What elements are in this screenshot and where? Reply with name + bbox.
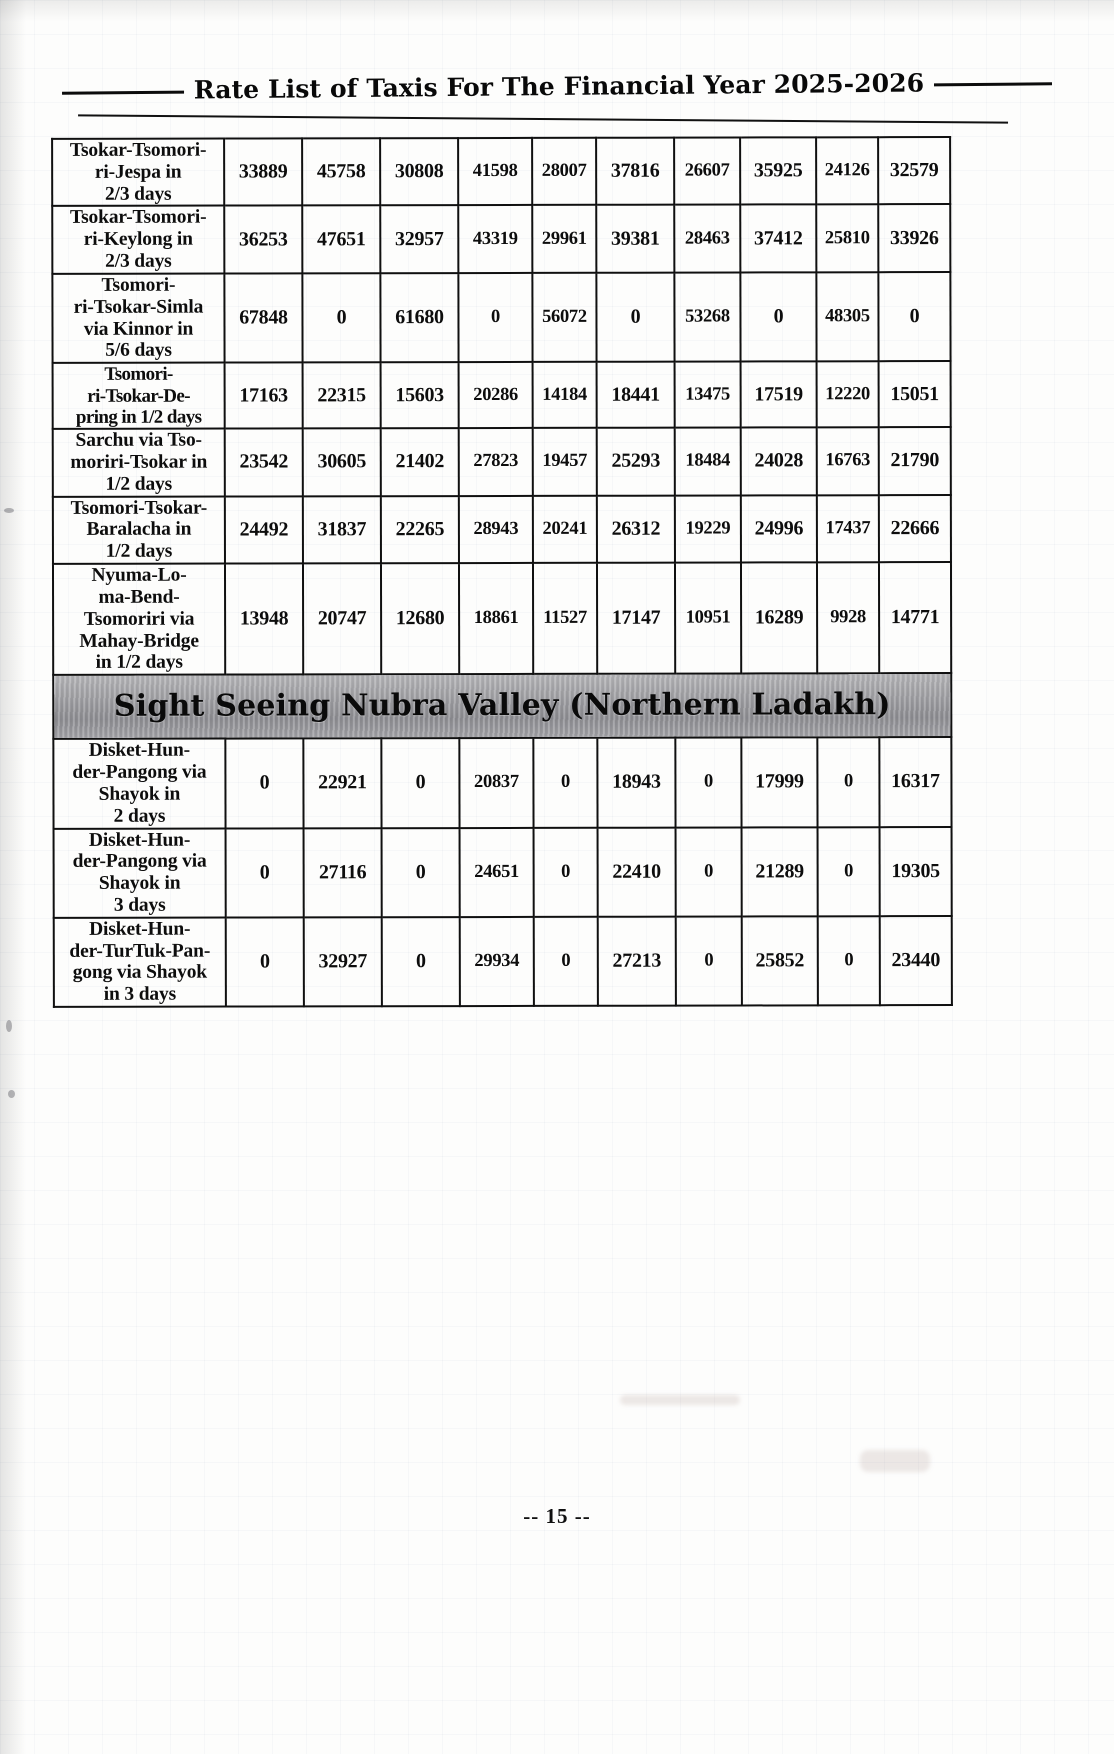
rate-cell: 37816 bbox=[596, 138, 674, 206]
rate-cell: 56072 bbox=[532, 273, 596, 362]
rate-cell: 33926 bbox=[878, 205, 950, 273]
rate-cell: 16317 bbox=[879, 737, 951, 826]
route-line: Disket-Hun- bbox=[89, 918, 191, 940]
table-row bbox=[52, 272, 950, 363]
rate-cell: 24126 bbox=[816, 137, 878, 205]
route-line: Disket-Hun- bbox=[88, 829, 191, 851]
rate-cell: 25293 bbox=[597, 428, 675, 496]
rate-cell: 20241 bbox=[533, 495, 597, 563]
rate-cell: 47651 bbox=[302, 206, 380, 274]
route-line: 1/2 days bbox=[105, 473, 173, 495]
route-line: der-Pangong via bbox=[72, 850, 207, 873]
rate-cell: 10951 bbox=[675, 563, 741, 674]
rate-cell: 0 bbox=[226, 917, 304, 1006]
rate-cell: 43319 bbox=[458, 205, 532, 273]
section-banner-row bbox=[53, 673, 951, 739]
rate-cell: 0 bbox=[676, 827, 742, 916]
rate-cell: 32957 bbox=[380, 206, 458, 274]
route-line: 2/3 days bbox=[105, 250, 172, 272]
rate-cell: 24492 bbox=[225, 496, 303, 564]
route-label-cell bbox=[53, 496, 225, 564]
table-row bbox=[53, 361, 951, 429]
rate-cell: 67848 bbox=[224, 273, 302, 362]
route-line: 3 days bbox=[113, 894, 166, 916]
rate-cell: 22315 bbox=[303, 363, 381, 429]
rate-cell: 22410 bbox=[598, 827, 676, 916]
rate-cell: 22666 bbox=[879, 495, 951, 563]
table-row bbox=[52, 205, 950, 274]
table-row bbox=[53, 427, 951, 496]
rate-cell: 0 bbox=[382, 917, 460, 1006]
scan-speckle bbox=[4, 508, 14, 513]
route-line: Tsomori-Tsokar- bbox=[70, 497, 208, 519]
route-label-cell bbox=[53, 429, 225, 497]
rate-cell: 19229 bbox=[675, 495, 741, 563]
rate-cell: 12680 bbox=[381, 563, 459, 674]
rate-cell: 48305 bbox=[816, 272, 878, 361]
rate-cell: 27213 bbox=[598, 916, 676, 1005]
title-rule-right-decoration bbox=[934, 82, 1052, 86]
route-line: Baralacha in bbox=[86, 519, 192, 541]
title-rule-left-decoration bbox=[62, 91, 184, 95]
rate-cell: 19305 bbox=[880, 827, 952, 916]
rate-cell: 21289 bbox=[742, 827, 818, 916]
scan-smudge bbox=[860, 1450, 930, 1472]
rate-cell: 0 bbox=[533, 738, 597, 827]
route-line: Disket-Hun- bbox=[88, 739, 191, 762]
rate-table bbox=[51, 136, 953, 1008]
rate-cell: 20286 bbox=[459, 362, 533, 428]
rate-cell: 16289 bbox=[741, 562, 817, 673]
rate-cell: 20747 bbox=[303, 563, 381, 674]
route-line: Shayok in bbox=[98, 783, 181, 805]
rate-cell: 36253 bbox=[224, 206, 302, 274]
route-line: Tsomoriri via bbox=[83, 608, 195, 630]
rate-cell: 18484 bbox=[675, 428, 741, 496]
page-title-row bbox=[0, 67, 1114, 107]
route-line: ri-Tsokar-Simla bbox=[73, 296, 204, 318]
rate-cell: 18861 bbox=[459, 563, 533, 674]
page-number: -- 15 -- bbox=[523, 1504, 591, 1528]
rate-cell: 0 bbox=[534, 917, 598, 1006]
table-row bbox=[53, 495, 951, 564]
title-underline-decoration bbox=[78, 114, 1008, 133]
rate-cell: 0 bbox=[225, 739, 303, 828]
route-label-cell bbox=[52, 274, 224, 364]
route-line: ma-Bend- bbox=[98, 586, 180, 608]
rate-cell: 24028 bbox=[741, 427, 817, 495]
rate-cell: 14184 bbox=[533, 362, 597, 428]
route-line: Tsokar-Tsomori- bbox=[70, 207, 207, 229]
rate-cell: 23440 bbox=[880, 916, 952, 1005]
rate-cell: 45758 bbox=[302, 138, 380, 206]
scan-smudge bbox=[620, 1395, 740, 1405]
rate-cell: 18441 bbox=[597, 362, 675, 428]
rate-cell: 28463 bbox=[674, 205, 740, 273]
rate-cell: 18943 bbox=[597, 738, 675, 827]
rate-cell: 17999 bbox=[741, 738, 817, 827]
route-line: ri-Tsokar-De- bbox=[87, 385, 190, 407]
rate-cell: 17437 bbox=[817, 495, 879, 563]
table-row bbox=[52, 137, 950, 206]
rate-cell: 41598 bbox=[458, 138, 532, 206]
section-banner-label: Sight Seeing Nubra Valley (Northern Ladakh) bbox=[113, 687, 891, 724]
route-line: der-TurTuk-Pan- bbox=[69, 940, 211, 962]
rate-cell: 15603 bbox=[381, 362, 459, 428]
route-label-cell bbox=[53, 564, 225, 676]
route-line: via Kinnor in bbox=[83, 318, 194, 340]
rate-cell: 14771 bbox=[879, 562, 951, 673]
rate-cell: 0 bbox=[534, 827, 598, 916]
route-line: der-Pangong via bbox=[72, 761, 207, 783]
rate-cell: 28007 bbox=[532, 138, 596, 206]
route-line: in 1/2 days bbox=[95, 652, 183, 674]
rate-cell: 17519 bbox=[741, 362, 817, 428]
route-line: Shayok in bbox=[98, 872, 181, 894]
rate-cell: 25810 bbox=[816, 205, 878, 273]
rate-cell: 28943 bbox=[459, 495, 533, 563]
rate-cell: 17163 bbox=[225, 363, 303, 429]
route-line: Tsomori- bbox=[104, 363, 173, 386]
rate-table-container bbox=[51, 136, 941, 1008]
rate-cell: 26312 bbox=[597, 495, 675, 563]
table-row bbox=[53, 737, 951, 828]
rate-cell: 0 bbox=[381, 738, 459, 827]
route-line: ri-Keylong in bbox=[83, 228, 193, 251]
rate-cell: 24996 bbox=[741, 495, 817, 563]
rate-cell: 0 bbox=[226, 828, 304, 917]
rate-cell: 0 bbox=[818, 916, 880, 1005]
rate-cell: 37412 bbox=[740, 205, 816, 273]
rate-cell: 27116 bbox=[304, 828, 382, 917]
route-label-cell bbox=[52, 206, 224, 274]
rate-cell: 32927 bbox=[304, 917, 382, 1006]
rate-cell: 29961 bbox=[532, 205, 596, 273]
route-line: gong via Shayok bbox=[72, 962, 208, 984]
route-line: in 3 days bbox=[103, 983, 177, 1006]
route-label-cell bbox=[54, 828, 226, 918]
section-banner-cell bbox=[53, 673, 951, 739]
table-row bbox=[54, 916, 952, 1007]
rate-cell: 0 bbox=[302, 273, 380, 362]
scan-speckle bbox=[8, 1090, 15, 1098]
route-line: 1/2 days bbox=[105, 540, 173, 563]
route-line: Nyuma-Lo- bbox=[91, 564, 187, 586]
table-row bbox=[53, 562, 951, 675]
rate-cell: 0 bbox=[676, 916, 742, 1005]
rate-cell: 0 bbox=[675, 738, 741, 827]
rate-cell: 12220 bbox=[817, 361, 879, 427]
rate-cell: 0 bbox=[740, 272, 816, 361]
rate-cell: 30808 bbox=[380, 138, 458, 206]
rate-cell: 31837 bbox=[303, 496, 381, 564]
rate-cell: 0 bbox=[596, 273, 674, 362]
rate-cell: 53268 bbox=[674, 272, 740, 361]
route-line: pring in 1/2 days bbox=[75, 406, 202, 428]
rate-cell: 61680 bbox=[380, 273, 458, 362]
rate-cell: 20837 bbox=[459, 738, 533, 827]
rate-cell: 32579 bbox=[878, 137, 950, 205]
route-label-cell bbox=[52, 139, 224, 207]
rate-cell: 21402 bbox=[381, 428, 459, 496]
rate-cell: 23542 bbox=[225, 428, 303, 496]
rate-cell: 24651 bbox=[460, 827, 534, 916]
rate-cell: 0 bbox=[878, 272, 950, 361]
rate-cell: 22921 bbox=[303, 738, 381, 827]
route-label-cell bbox=[54, 917, 226, 1007]
rate-cell: 39381 bbox=[596, 205, 674, 273]
scan-speckle bbox=[6, 1020, 12, 1032]
table-row bbox=[54, 827, 952, 918]
rate-cell: 21790 bbox=[879, 427, 951, 495]
route-label-cell bbox=[53, 363, 225, 429]
route-line: 5/6 days bbox=[105, 340, 172, 362]
route-line: ri-Jespa in bbox=[94, 161, 182, 183]
rate-cell: 13948 bbox=[225, 563, 303, 674]
rate-cell: 17147 bbox=[597, 563, 675, 674]
rate-cell: 11527 bbox=[533, 563, 597, 674]
route-label-cell bbox=[53, 739, 225, 829]
rate-cell: 26607 bbox=[674, 137, 740, 205]
rate-cell: 0 bbox=[382, 828, 460, 917]
rate-cell: 15051 bbox=[879, 361, 951, 427]
rate-cell: 0 bbox=[818, 827, 880, 916]
rate-cell: 33889 bbox=[224, 138, 302, 206]
route-line: Sarchu via Tso- bbox=[75, 429, 202, 451]
route-line: 2 days bbox=[113, 805, 166, 827]
rate-cell: 9928 bbox=[817, 562, 879, 673]
route-line: Mahay-Bridge bbox=[79, 630, 199, 652]
rate-cell: 25852 bbox=[742, 916, 818, 1005]
route-line: moriri-Tsokar in bbox=[70, 451, 208, 473]
rate-cell: 13475 bbox=[675, 362, 741, 428]
page-title: Rate List of Taxis For The Financial Year 2025-2026 bbox=[193, 68, 925, 105]
rate-cell: 22265 bbox=[381, 496, 459, 564]
rate-cell: 35925 bbox=[740, 137, 816, 205]
rate-cell: 29934 bbox=[460, 917, 534, 1006]
rate-cell: 27823 bbox=[459, 428, 533, 496]
rate-cell: 0 bbox=[458, 273, 532, 362]
rate-cell: 0 bbox=[817, 737, 879, 826]
route-line: Tsomori- bbox=[101, 274, 176, 296]
route-line: Tsokar-Tsomori- bbox=[69, 139, 207, 161]
rate-cell: 16763 bbox=[817, 427, 879, 495]
rate-cell: 19457 bbox=[533, 428, 597, 496]
rate-cell: 30605 bbox=[303, 428, 381, 496]
route-line: 2/3 days bbox=[104, 183, 172, 205]
